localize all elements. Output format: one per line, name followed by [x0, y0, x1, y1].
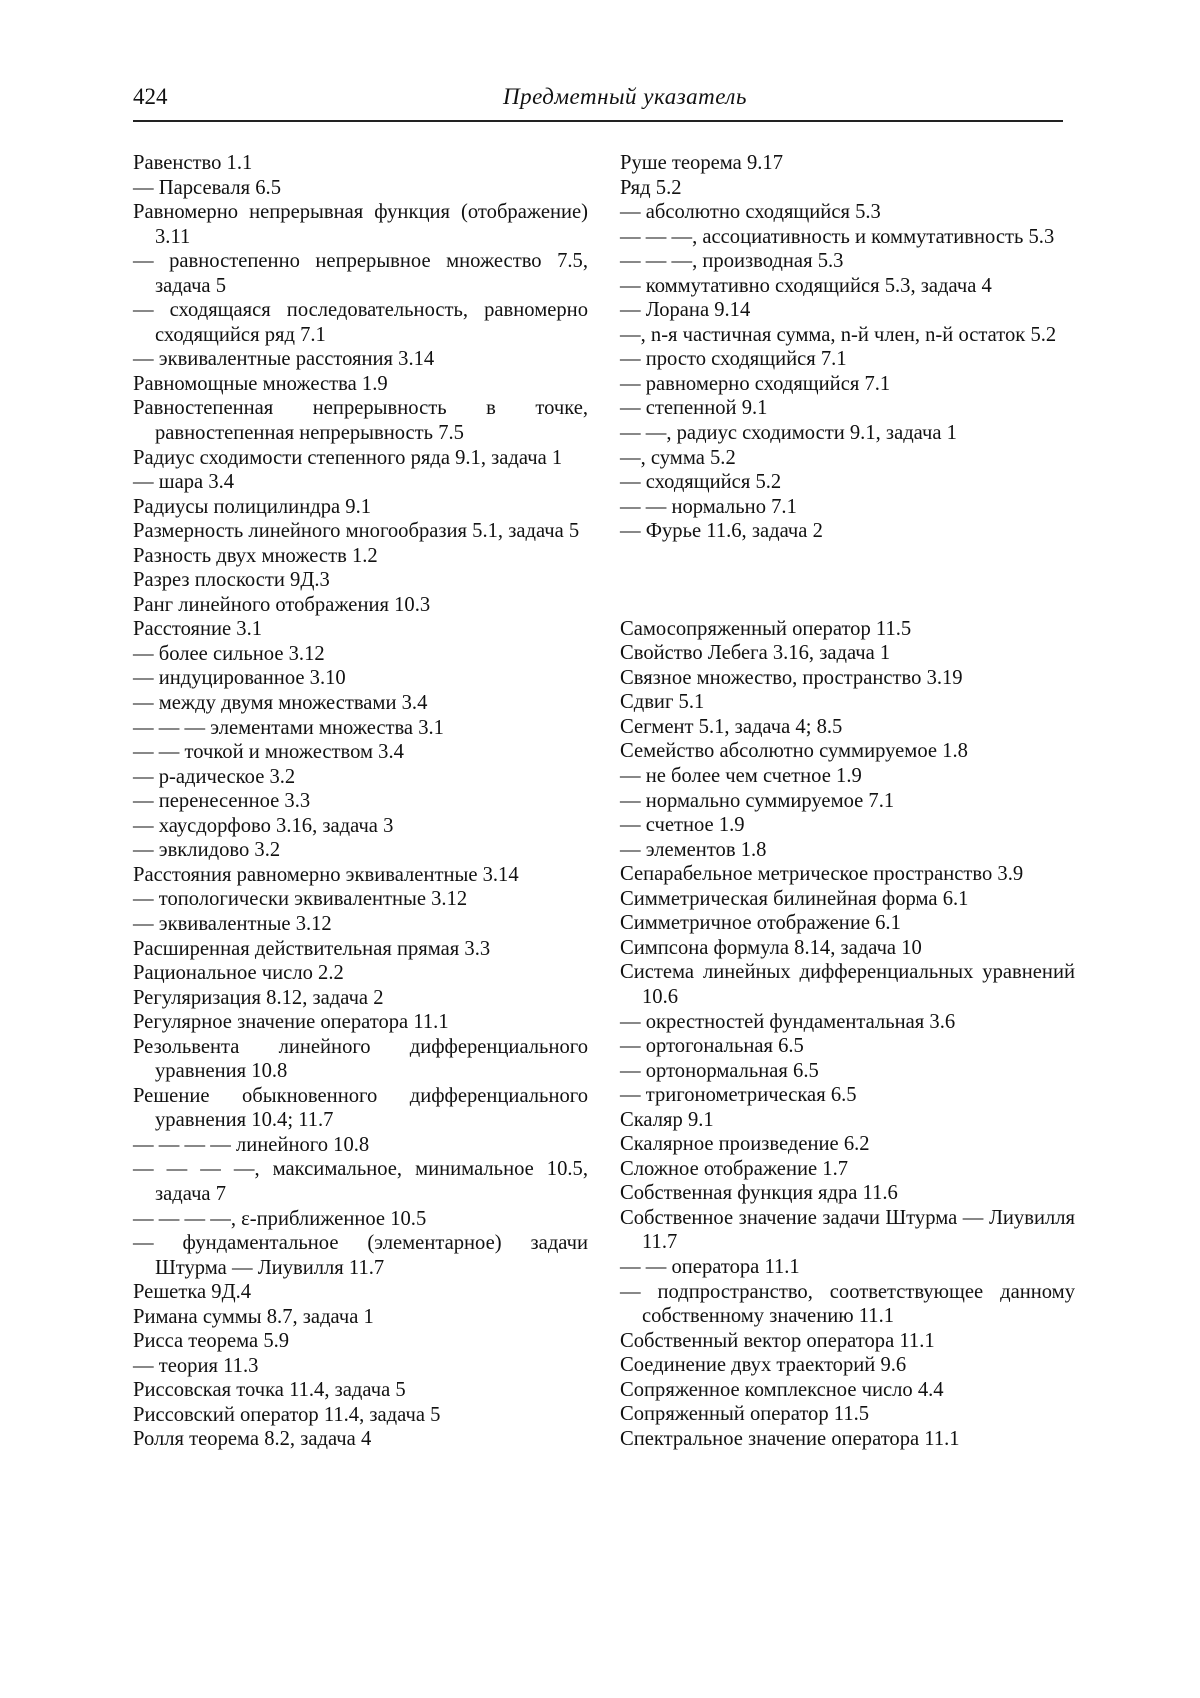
index-entry: — подпространство, соответствующее данному собственному значению 11.1	[620, 1280, 1075, 1328]
index-entry: Римана суммы 8.7, задача 1	[133, 1305, 374, 1328]
index-entry: — индуцированное 3.10	[133, 667, 346, 690]
index-entry: — Лорана 9.14	[620, 299, 751, 322]
index-entry: — — оператора 11.1	[620, 1255, 800, 1278]
index-entry: — — — — линейного 10.8	[133, 1133, 370, 1156]
index-entry: — эквивалентные 3.12	[133, 912, 332, 935]
index-entry: Самосопряженный оператор 11.5	[620, 617, 912, 640]
index-entry: — p-адическое 3.2	[133, 765, 296, 788]
index-entry: — теория 11.3	[133, 1354, 259, 1377]
index-entry: —, n-я частичная сумма, n-й член, n-й остаток 5.2	[620, 323, 1057, 346]
index-entry: — эвклидово 3.2	[133, 839, 281, 862]
index-entry: Расстояния равномерно эквивалентные 3.14	[133, 863, 519, 886]
index-entry: Ряд 5.2	[620, 176, 682, 199]
index-entry: Система линейных дифференциальных уравнений 10.6	[620, 961, 1075, 1008]
index-entry: Сегмент 5.1, задача 4; 8.5	[620, 715, 843, 738]
index-entry: Сдвиг 5.1	[620, 691, 705, 714]
index-entry: Резольвента линейного дифференциального уравнения 10.8	[133, 1035, 588, 1083]
index-entry: Разрез плоскости 9Д.3	[133, 569, 330, 592]
index-group-s	[620, 617, 1075, 1452]
index-entry: — равностепенно непрерывное множество 7.5, задача 5	[133, 250, 588, 297]
index-entry: — сходящийся 5.2	[620, 471, 782, 494]
page-header	[133, 84, 1063, 114]
index-entry: Решение обыкновенного дифференциального уравнения 10.4; 11.7	[133, 1084, 588, 1132]
index-entry: Скалярное произведение 6.2	[620, 1133, 870, 1156]
index-entry: — эквивалентные расстояния 3.14	[133, 348, 435, 371]
index-entry: — ортонормальная 6.5	[620, 1059, 819, 1082]
index-entry: — шара 3.4	[133, 471, 235, 494]
index-entry: Сложное отображение 1.7	[620, 1157, 849, 1180]
index-entry: — между двумя множествами 3.4	[133, 692, 428, 715]
index-entry: — перенесенное 3.3	[133, 790, 311, 813]
index-entry: Соединение двух траекторий 9.6	[620, 1354, 907, 1377]
index-entry: Регулярное значение оператора 11.1	[133, 1011, 449, 1034]
index-entry: Семейство абсолютно суммируемое 1.8	[620, 740, 968, 763]
index-entry: Равенство 1.1	[133, 152, 253, 174]
index-entry: Радиусы полицилиндра 9.1	[133, 495, 372, 518]
index-entry: Симметрическая билинейная форма 6.1	[620, 887, 969, 910]
index-entry: Ранг линейного отображения 10.3	[133, 593, 431, 616]
index-entry: Собственное значение задачи Штурма — Лиувилля 11.7	[620, 1206, 1075, 1254]
index-entry: Разность двух множеств 1.2	[133, 544, 378, 567]
index-entry: Симметричное отображение 6.1	[620, 912, 901, 935]
index-entry: — окрестностей фундаментальная 3.6	[620, 1010, 956, 1033]
index-entry: Расстояние 3.1	[133, 618, 263, 641]
index-entry: Регуляризация 8.12, задача 2	[133, 986, 384, 1009]
index-entry: Риссовская точка 11.4, задача 5	[133, 1379, 406, 1402]
index-entry: — Фурье 11.6, задача 2	[620, 520, 823, 543]
index-entry: — — — элементами множества 3.1	[133, 716, 444, 739]
index-entry: — более сильное 3.12	[133, 642, 325, 665]
index-entry: — счетное 1.9	[620, 814, 745, 837]
index-entry: Решетка 9Д.4	[133, 1281, 252, 1304]
index-entry: — Парсеваля 6.5	[133, 176, 281, 199]
index-entry: — — нормально 7.1	[620, 495, 797, 518]
index-entry: — — —, ассоциативность и коммутативность 5.3	[620, 225, 1055, 248]
index-column-right	[620, 151, 1075, 1451]
index-entry: Равностепенная непрерывность в точке, равностепенная непрерывность 7.5	[133, 397, 588, 445]
header-rule	[133, 120, 1063, 122]
index-entry: Собственный вектор оператора 11.1	[620, 1329, 935, 1352]
index-entry: — тригонометрическая 6.5	[620, 1084, 857, 1107]
letter-gap	[620, 544, 1075, 617]
index-entry: Рациональное число 2.2	[133, 962, 344, 985]
index-entry: — — — —, ε-приближенное 10.5	[133, 1207, 427, 1230]
index-entry: — коммутативно сходящийся 5.3, задача 4	[620, 274, 992, 297]
index-entry: Расширенная действительная прямая 3.3	[133, 937, 491, 960]
page-number: 424	[133, 84, 168, 109]
index-entry: Руше теорема 9.17	[620, 152, 783, 174]
index-entry: — степенной 9.1	[620, 397, 768, 420]
index-entry: Равномощные множества 1.9	[133, 372, 388, 395]
index-entry: Свойство Лебега 3.16, задача 1	[620, 642, 891, 665]
index-entry: — элементов 1.8	[620, 838, 767, 861]
index-entry: Радиус сходимости степенного ряда 9.1, задача 1	[133, 446, 563, 469]
index-entry: Спектральное значение оператора 11.1	[620, 1427, 960, 1450]
index-entry: — — точкой и множеством 3.4	[133, 741, 404, 764]
index-entry: — ортогональная 6.5	[620, 1035, 804, 1058]
index-entry: — не более чем счетное 1.9	[620, 765, 862, 788]
index-entry: Скаляр 9.1	[620, 1108, 714, 1131]
index-entry: Сопряженный оператор 11.5	[620, 1403, 870, 1426]
index-entry: Сопряженное комплексное число 4.4	[620, 1378, 944, 1401]
index-entry: Размерность линейного многообразия 5.1, задача 5	[133, 520, 580, 543]
index-group-r	[620, 151, 1075, 544]
index-entry: Равномерно непрерывная функция (отображение) 3.11	[133, 201, 588, 248]
index-entry: — равномерно сходящийся 7.1	[620, 372, 891, 395]
index-entry: Рисса теорема 5.9	[133, 1330, 290, 1353]
index-entry: — нормально суммируемое 7.1	[620, 789, 895, 812]
index-entry: — —, радиус сходимости 9.1, задача 1	[620, 422, 957, 445]
index-entry: — абсолютно сходящийся 5.3	[620, 201, 881, 224]
index-entry: —, сумма 5.2	[620, 446, 736, 469]
index-entry: — — —, производная 5.3	[620, 250, 844, 273]
index-entry: Собственная функция ядра 11.6	[620, 1182, 898, 1205]
index-entry: Риссовский оператор 11.4, задача 5	[133, 1403, 441, 1426]
index-column-left	[133, 151, 588, 1452]
index-entry: Сепарабельное метрическое пространство 3.9	[620, 863, 1024, 886]
index-entry: — просто сходящийся 7.1	[620, 348, 847, 371]
index-entry: — сходящаяся последовательность, равномерно сходящийся ряд 7.1	[133, 299, 588, 346]
index-entry: — — — —, максимальное, минимальное 10.5, задача 7	[133, 1158, 588, 1205]
index-entry: — фундаментальное (элементарное) задачи Штурма — Лиувилля 11.7	[133, 1232, 588, 1279]
index-entry: Ролля теорема 8.2, задача 4	[133, 1428, 372, 1451]
running-title: Предметный указатель	[503, 84, 747, 109]
index-entry: — хаусдорфово 3.16, задача 3	[133, 814, 394, 837]
index-entry: Связное множество, пространство 3.19	[620, 666, 963, 689]
index-entry: — топологически эквивалентные 3.12	[133, 888, 468, 911]
index-entry: Симпсона формула 8.14, задача 10	[620, 936, 922, 959]
